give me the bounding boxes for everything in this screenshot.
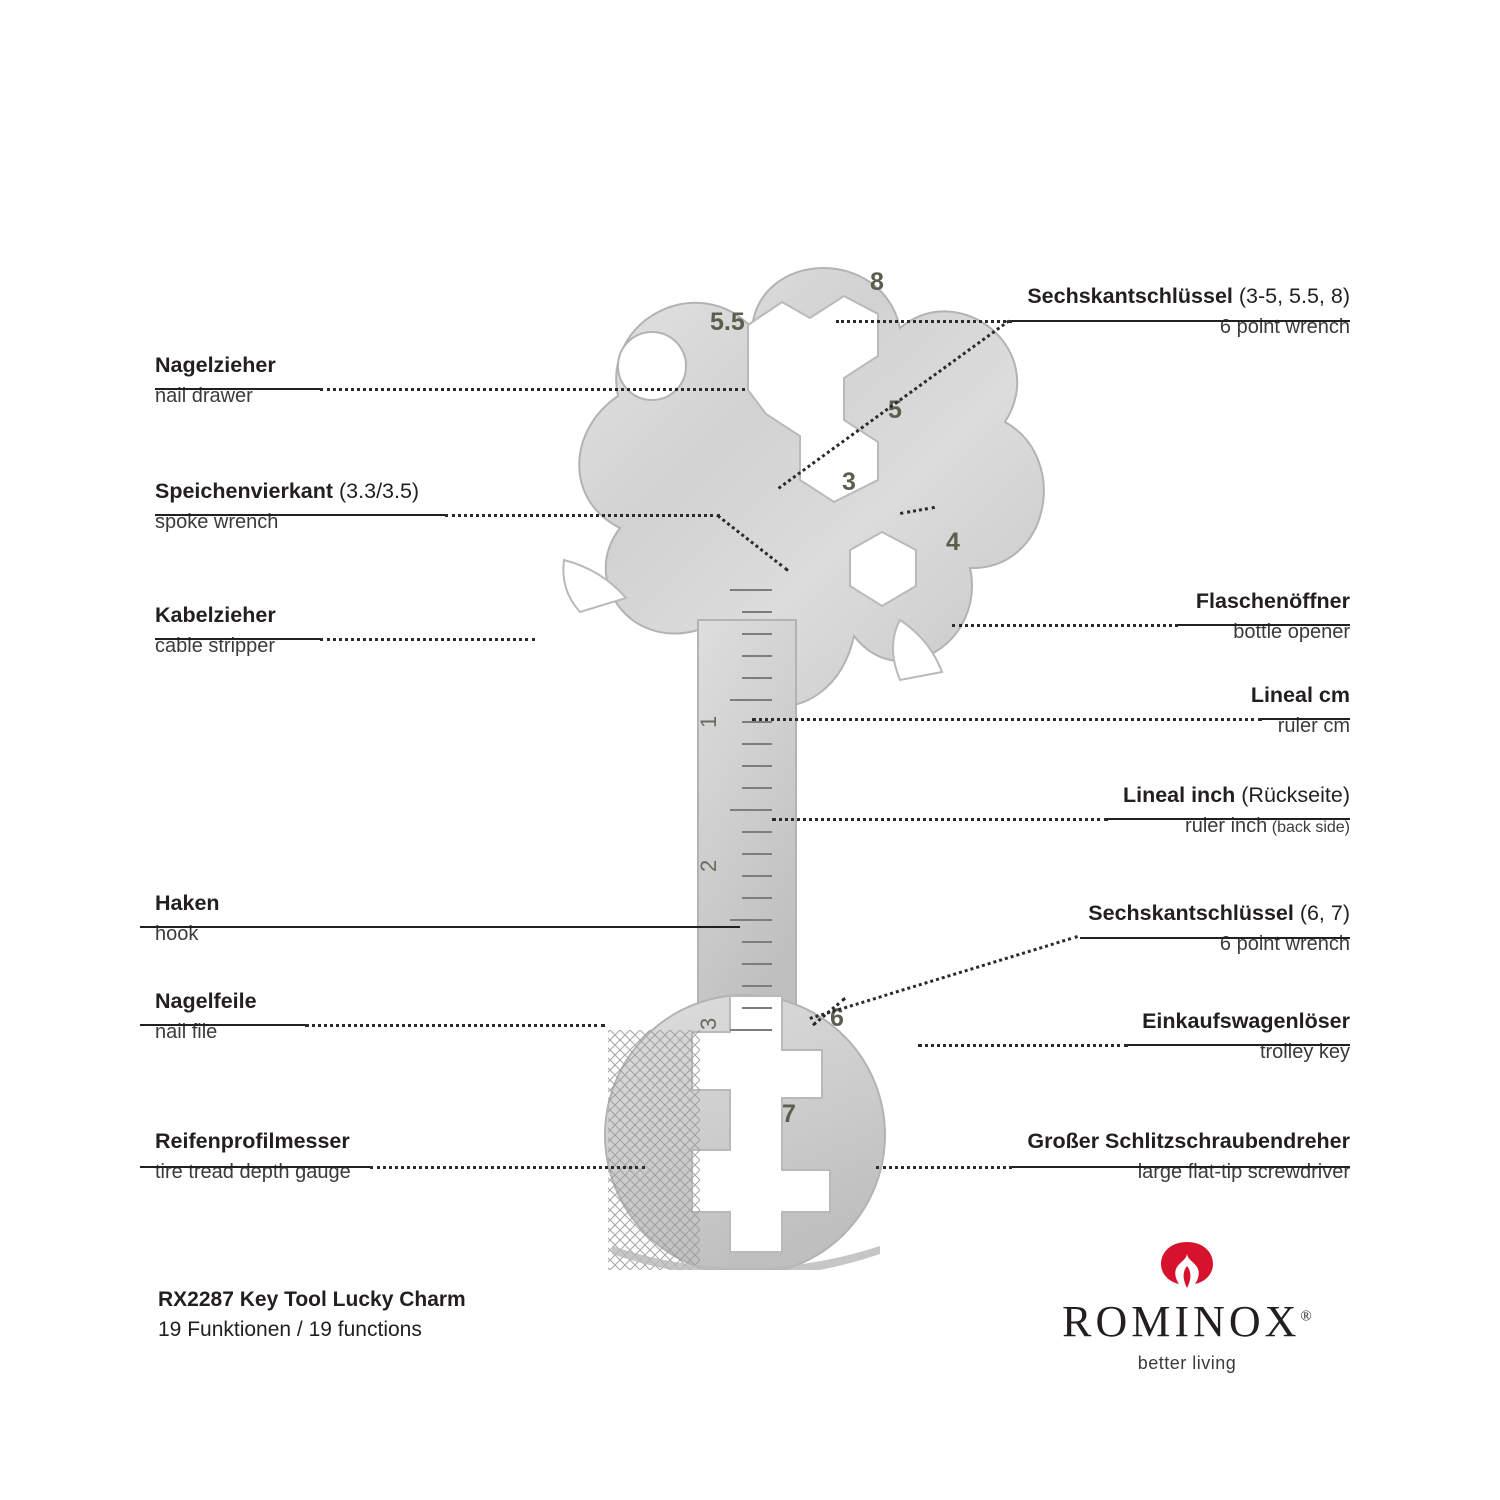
leader-rule	[155, 638, 320, 640]
callout-label-en: 6 point wrench	[1219, 315, 1350, 338]
callout-label-de: Reifenprofilmesser	[155, 1129, 350, 1153]
ruler-label-1: 1	[696, 715, 721, 728]
leader-dots	[952, 624, 1178, 627]
callout-label-de: Lineal cm	[1250, 683, 1350, 707]
leader-rule	[1262, 718, 1350, 720]
leader-dots	[752, 718, 1262, 721]
engraved-5_5: 5.5	[710, 308, 745, 336]
callout-label-en: large flat-tip screwdriver	[1137, 1160, 1350, 1183]
callout-label-en: cable stripper	[155, 634, 276, 657]
callout-spoke-wrench	[155, 478, 485, 535]
leader-rule	[1012, 320, 1350, 322]
callout-ruler-cm	[1020, 682, 1350, 739]
ruler-label-3: 3	[696, 1017, 721, 1030]
leader-dots	[445, 514, 720, 517]
callout-label-en: ruler inch (back side)	[1185, 814, 1350, 837]
engraved-4: 4	[946, 528, 960, 556]
leader-rule	[1128, 1044, 1350, 1046]
leader-dots	[320, 638, 535, 641]
callout-label-en: 6 point wrench	[1219, 932, 1350, 955]
callout-label-de: Sechskantschlüssel (3-5, 5.5, 8)	[1027, 284, 1350, 308]
callout-label-de: Lineal inch (Rückseite)	[1122, 783, 1350, 807]
product-caption	[158, 1285, 466, 1346]
callout-label-de: Haken	[155, 891, 220, 915]
engraved-6: 6	[830, 1004, 844, 1032]
callout-trolley-key	[1020, 1008, 1350, 1065]
callout-label-de: Kabelzieher	[155, 603, 276, 627]
leader-dots	[918, 1044, 1128, 1047]
leader-rule	[1080, 937, 1350, 939]
callout-hex-wrench-large	[1020, 283, 1350, 340]
leader-dots	[320, 388, 745, 391]
brand-logo	[1022, 1240, 1352, 1374]
leader-dots	[836, 320, 1012, 323]
engraved-8: 8	[870, 268, 884, 296]
product-function-count: 19 Funktionen / 19 functions	[158, 1318, 422, 1342]
callout-bottle-opener	[1020, 588, 1350, 645]
nail-file-surface	[608, 1030, 700, 1270]
leader-rule	[140, 926, 740, 928]
key-shaft	[698, 620, 796, 1040]
callout-label-en: tire tread depth gauge	[155, 1160, 351, 1183]
engraved-7: 7	[782, 1100, 796, 1128]
callout-label-en: bottle opener	[1233, 620, 1350, 643]
callout-label-de: Sechskantschlüssel (6, 7)	[1088, 901, 1350, 925]
leader-rule	[155, 388, 320, 390]
leader-rule	[1012, 1166, 1350, 1168]
leader-rule	[155, 514, 445, 516]
rominox-tagline: better living	[1137, 1353, 1237, 1373]
engraved-3: 3	[842, 468, 856, 496]
callout-label-de: Speichenvierkant (3.3/3.5)	[155, 479, 420, 503]
leader-dots	[305, 1024, 605, 1027]
callout-label-de: Nagelzieher	[155, 353, 276, 377]
callout-cable-stripper	[155, 602, 485, 659]
leader-dots	[370, 1166, 645, 1169]
callout-nail-file	[155, 988, 485, 1045]
callout-hook	[155, 890, 485, 947]
callout-label-en: trolley key	[1259, 1040, 1350, 1063]
callout-flat-screwdriver	[930, 1128, 1350, 1185]
key-tool-body	[563, 268, 1043, 1270]
callout-tire-tread-gauge	[155, 1128, 485, 1185]
callout-label-de: Nagelfeile	[155, 989, 257, 1013]
callout-label-en: ruler cm	[1277, 714, 1350, 737]
leader-dots	[876, 1166, 1012, 1169]
callout-hex-wrench-small	[1020, 900, 1350, 957]
callout-label-en: hook	[155, 922, 199, 945]
leader-dots	[772, 818, 1108, 821]
callout-label-en: spoke wrench	[155, 510, 279, 533]
ruler-label-2: 2	[696, 859, 721, 872]
leader-rule	[1108, 818, 1350, 820]
callout-label-de: Einkaufswagenlöser	[1142, 1009, 1350, 1033]
rominox-mark-icon	[1022, 1240, 1352, 1292]
leader-rule	[140, 1024, 305, 1026]
callout-nail-drawer	[155, 352, 485, 409]
product-illustration	[430, 150, 1070, 1270]
leader-rule	[1178, 624, 1350, 626]
rominox-wordmark: ROMINOX®	[1062, 1297, 1312, 1346]
engraved-5: 5	[888, 396, 902, 424]
callout-label-de: Flaschenöffner	[1195, 589, 1350, 613]
callout-ruler-inch	[1020, 782, 1350, 839]
product-code-name: RX2287 Key Tool Lucky Charm	[158, 1288, 466, 1311]
callout-label-en: nail file	[155, 1020, 218, 1043]
callout-label-de: Großer Schlitzschraubendreher	[1027, 1129, 1350, 1153]
callout-label-en: nail drawer	[155, 384, 253, 407]
leader-rule	[140, 1166, 370, 1168]
